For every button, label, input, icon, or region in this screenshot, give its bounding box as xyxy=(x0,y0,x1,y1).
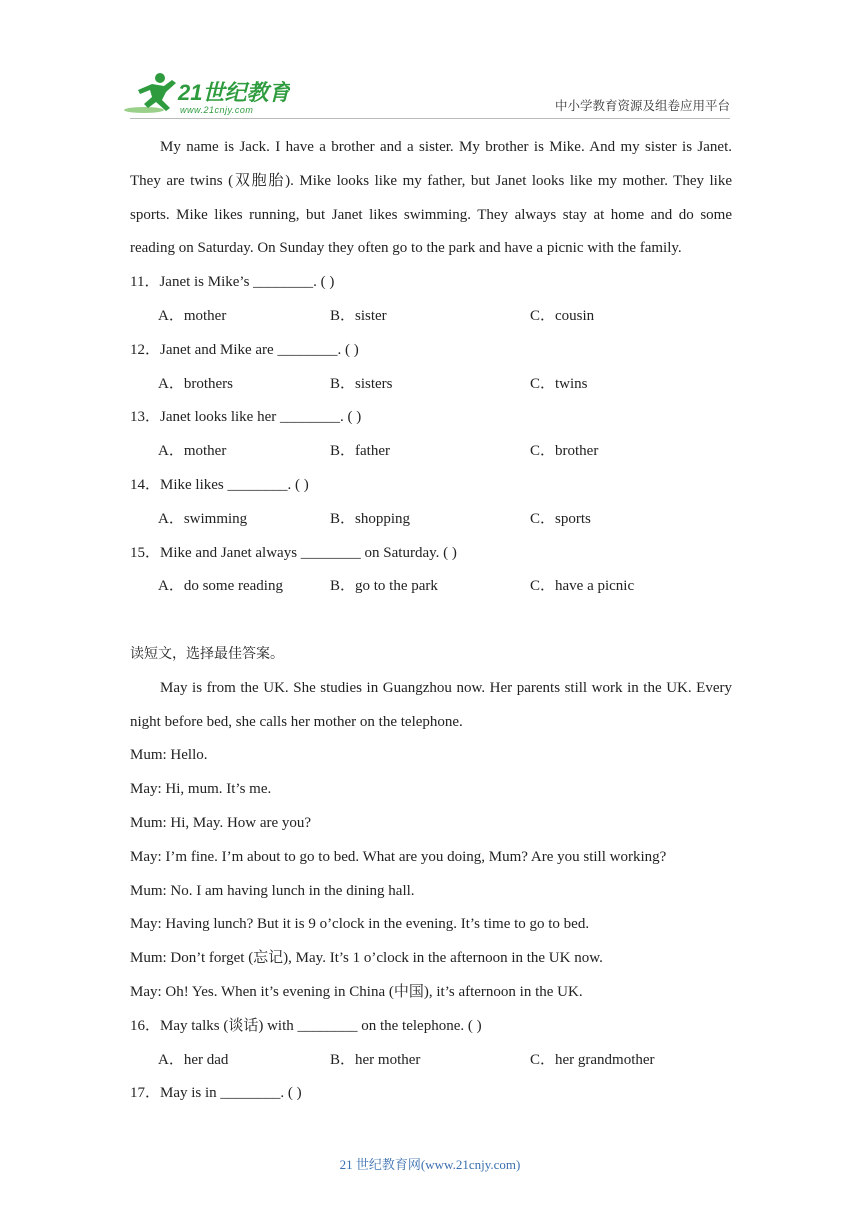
option-b: B．shopping xyxy=(330,510,411,527)
options-14 xyxy=(130,503,732,537)
question-11: 11．Janet is Mike’s ________. ( ) xyxy=(130,274,335,291)
dialogue-line: May: Oh! Yes. When it’s evening in China (中国), it’s afternoon in the UK. xyxy=(130,983,583,1000)
option-c: C．cousin xyxy=(530,307,595,324)
option-b: B．go to the park xyxy=(330,578,438,595)
passage-1: My name is Jack. I have a brother and a sister. My brother is Mike. And my sister is Janet. They are twins (双胞胎). Mike looks like my father, but Janet looks like my mother. They like sports. Mike likes running, but Janet likes swimming. They always stay at home and do some reading on Saturday. On Sunday they often go to the park and have a picnic with the family. xyxy=(130,139,732,257)
option-c: C．her grandmother xyxy=(530,1051,655,1068)
option-b: B．sisters xyxy=(330,375,393,392)
section-instruction: 读短文，选择最佳答案。 xyxy=(130,645,284,662)
footer-link[interactable]: 21 世纪教育网(www.21cnjy.com) xyxy=(339,1157,521,1172)
dialogue-line: Mum: Don’t forget (忘记), May. It’s 1 o’clock in the afternoon in the UK now. xyxy=(130,950,603,967)
question-12: 12．Janet and Mike are ________. ( ) xyxy=(130,341,359,358)
option-a: A．mother xyxy=(158,307,227,324)
site-logo xyxy=(122,70,290,118)
header-divider xyxy=(130,118,730,119)
dialogue-line: May: Having lunch? But it is 9 o’clock in the evening. It’s time to go to bed. xyxy=(130,916,590,933)
section-gap xyxy=(130,604,732,638)
dialogue-line: Mum: Hello. xyxy=(130,747,208,764)
option-a: A．swimming xyxy=(158,510,248,527)
worksheet-content xyxy=(130,131,732,1111)
options-12 xyxy=(130,368,732,402)
svg-text:www.21cnjy.com: www.21cnjy.com xyxy=(180,105,254,115)
dialogue-line: May: Hi, mum. It’s me. xyxy=(130,781,272,798)
passage-2: May is from the UK. She studies in Guangzhou now. Her parents still work in the UK. Every night before bed, she calls her mother on the telephone. xyxy=(130,679,732,730)
svg-text:21世纪教育: 21世纪教育 xyxy=(178,80,290,105)
header-tagline: 中小学教育资源及组卷应用平台 xyxy=(554,98,730,113)
options-13 xyxy=(130,435,732,469)
options-16 xyxy=(130,1044,732,1078)
option-b: B．her mother xyxy=(330,1051,421,1068)
option-c: C．have a picnic xyxy=(530,578,635,595)
question-14: 14．Mike likes ________. ( ) xyxy=(130,476,309,493)
option-c: C．twins xyxy=(530,375,588,392)
options-15 xyxy=(130,570,732,604)
runner-logo-icon xyxy=(122,70,290,118)
question-13: 13．Janet looks like her ________. ( ) xyxy=(130,409,362,426)
question-16: 16．May talks (谈话) with ________ on the telephone. ( ) xyxy=(130,1017,482,1034)
options-11 xyxy=(130,300,732,334)
question-17: 17．May is in ________. ( ) xyxy=(130,1085,302,1102)
option-c: C．sports xyxy=(530,510,591,527)
option-a: A．brothers xyxy=(158,375,233,392)
option-b: B．father xyxy=(330,443,390,460)
option-a: A．her dad xyxy=(158,1051,229,1068)
option-a: A．do some reading xyxy=(158,578,283,595)
option-c: C．brother xyxy=(530,443,599,460)
dialogue-line: Mum: No. I am having lunch in the dining hall. xyxy=(130,882,415,899)
option-a: A．mother xyxy=(158,443,227,460)
option-b: B．sister xyxy=(330,307,387,324)
dialogue-line: Mum: Hi, May. How are you? xyxy=(130,814,312,831)
question-15: 15．Mike and Janet always ________ on Saturday. ( ) xyxy=(130,544,457,561)
dialogue-line: May: I’m fine. I’m about to go to bed. What are you doing, Mum? Are you still working? xyxy=(130,848,667,865)
